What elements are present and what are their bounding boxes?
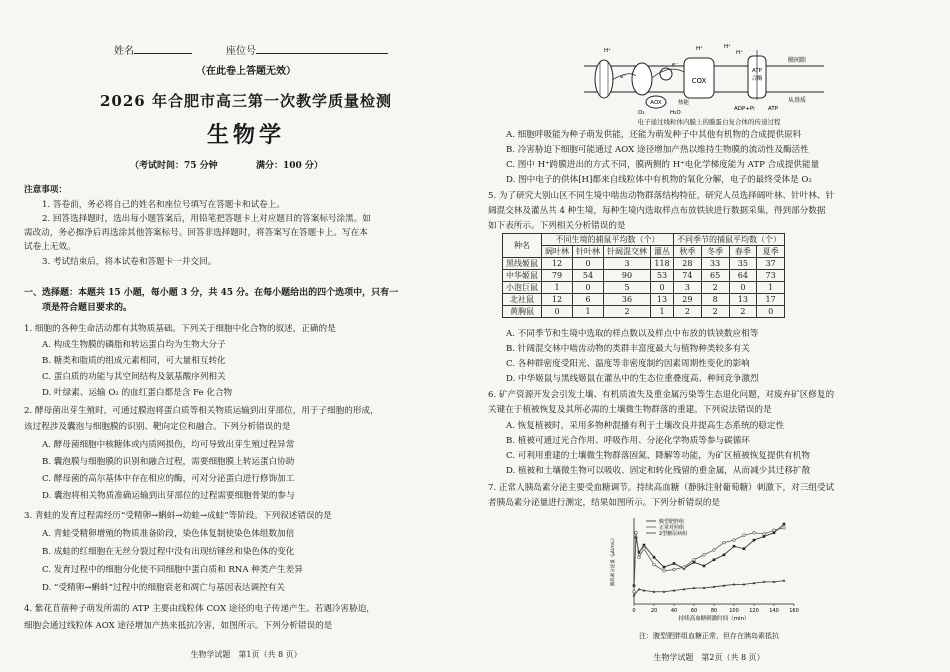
table-cell: 90 [604,270,651,282]
mito-diagram [584,40,834,118]
h-plus-label: H⁺ [604,48,612,54]
data-point [753,539,756,542]
question-7-stem: 者胰岛素分泌量进行测定，结果如图所示。下列分析错误的是 [488,498,721,508]
question-1-stem: 1. 细胞的各种生命活动都有其物质基础。下列关于细胞中化合物的叙述，正确的是 [24,324,336,334]
table-cell: 53 [651,270,674,282]
data-point [643,547,646,550]
question-5-stem: 如下表所示。下列相关分析错误的是 [488,221,626,231]
table-cell: 12 [542,258,573,270]
legend-label: 2型糖尿病组 [659,530,688,537]
x-tick-label: 140 [769,608,779,614]
rodent-table [502,233,785,318]
question-2-option: B. 囊泡膜与细胞膜的识别和融合过程，需要细胞膜上转运蛋白协助 [42,457,295,467]
table-cell: 79 [542,270,573,282]
table-cell: 37 [757,258,785,270]
table-cell: 0 [729,282,757,294]
atp-synthase-label-2: 合酶 [751,76,763,82]
atp-synthase-label: ATP [751,68,763,74]
exam-title: 2026 年合肥市高三第一次教学质量检测 [100,92,392,110]
question-6-option: A. 恢复植被时，采用多物种混播有利于土壤改良并提高生态系统的稳定性 [506,421,785,431]
table-cell: 1 [651,306,674,318]
exam-notice: （在此卷上答题无效） [196,66,296,77]
question-4-stem: 4. 紫花苜蓿种子萌发所需的 ATP 主要由线粒体 COX 途径的电子传递产生。若遇冷害胁迫， [24,604,375,614]
instruction-line: 1. 答卷前，务必将自己的姓名和座位号填写在答题卡和试卷上。 [42,200,285,210]
instruction-line: 试卷上无效。 [24,242,76,252]
x-tick-label: 100 [729,608,739,614]
series-line [634,581,784,596]
table-cell: 2 [729,306,757,318]
subject-title: 生物学 [206,122,285,148]
table-cell: 28 [674,258,702,270]
table-cell: 17 [757,294,785,306]
table-cell: 3 [674,282,702,294]
question-6-option: D. 植被和土壤微生物可以吸收、固定和转化残留的重金属，从而减少其迁移扩散 [506,466,811,476]
x-tick-label: 120 [749,608,759,614]
x-tick-label: 160 [789,608,799,614]
table-cell: 64 [729,270,757,282]
question-4-stem: 细胞会通过线粒体 AOX 途径增加产热来抵抗冷害，如图所示。下列分析错误的是 [24,621,333,631]
question-3-option: A. 青蛙受精卵增殖的物质准备阶段，染色体复制使染色体组数加倍 [42,529,295,539]
legend-label: 腹型肥胖组 [659,518,685,525]
question-5-option: B. 针阔混交林中啮齿动物的类群丰富度最大与植物种类较多有关 [506,344,750,354]
data-point [763,533,766,536]
table-cell: 1 [573,306,604,318]
section-heading: 项是符合题目要求的。 [42,303,133,313]
cox-label: COX [691,77,707,85]
table-cell: 36 [604,294,651,306]
table-cell: 73 [757,270,785,282]
data-point [713,549,716,552]
instructions-title: 注意事项： [24,185,67,195]
e-minus-label: e⁻ [620,74,627,80]
data-point [773,529,776,532]
page-footer: 生物学试题 第2页（共 8 页） [653,653,765,662]
data-point [653,556,656,559]
complex-i [595,60,613,98]
page-footer: 生物学试题 第1页（共 8 页） [190,650,302,659]
table-group-header: 不同季节的捕鼠平均数（个） [674,234,785,246]
table-cell: 118 [651,258,674,270]
question-3-option: D. “受精卵→蝌蚪”过程中的细胞衰老和凋亡与基因表达调控有关 [42,583,285,593]
table-cell: 0 [542,306,573,318]
question-6-option: C. 可利用重建的土壤微生物群落固氮、降解等功能，为矿区植被恢复提供有机物 [506,451,810,461]
question-4-option: B. 冷害胁迫下细胞可能通过 AOX 途径增加产热以维持生物膜的流动性及酶活性 [506,145,809,155]
atp-out-label: ATP [768,106,779,112]
table-row-name: 北社鼠 [503,294,542,306]
diagram-caption: 电子通过线粒体内膜上的膜蛋白复合体的传递过程 [637,118,781,126]
data-point [673,562,676,565]
h-plus-label: H⁺ [696,46,704,52]
question-2-option: D. 囊泡将相关物质准确运输到出芽部位的过程需要细胞骨架的参与 [42,491,295,501]
table-cell: 0 [757,306,785,318]
question-1-option: A. 构成生物膜的磷脂和转运蛋白均为生物大分子 [42,340,226,350]
data-point [638,588,641,591]
question-3-option: C. 发育过程中的细胞分化使不同细胞中蛋白质和 RNA 种类产生差异 [42,565,303,575]
question-3-option: B. 成蛙的红细胞在无丝分裂过程中没有出现纺锤丝和染色体的变化 [42,547,295,557]
question-5-stem: 阔混交林及灌丛共 4 种生境，每种生境内选取样点布放铁铗进行数据采集，得到部分数据 [488,206,826,216]
data-point [743,534,746,537]
aox-label: AOX [650,100,662,106]
table-group-header: 不同生境的捕鼠平均数（个） [542,234,674,246]
data-point [783,527,786,530]
table-cell: 35 [729,258,757,270]
question-2-stem: 该过程涉及囊泡与细胞膜的识别、靶向定位和融合。下列分析错误的是 [24,422,291,432]
question-4-option: D. 图中电子的供体[H]都来自线粒体中有机物的氧化分解，电子的最终受体是 O₂ [506,175,812,185]
question-2-option: C. 酵母菌的高尔基体中存在相应的酶，可对分泌蛋白进行修饰加工 [42,474,295,484]
instruction-line: 2. 回答选择题时，选出每小题答案后，用铅笔把答题卡上对应题目的答案标号涂黑。如 [42,214,371,224]
question-2-stem: 2. 酵母菌出芽生殖时，可通过膜泡将蛋白质等相关物质运输到出芽部位，用于子细胞的形成， [24,406,379,416]
x-tick-label: 60 [690,608,698,614]
data-point [663,566,666,569]
table-cell: 2 [674,306,702,318]
instruction-line: 需改动，务必擦净后再选涂其他答案标号。回答非选择题时，将答案写在答题卡上。写在本 [24,228,368,238]
table-cell: 6 [573,294,604,306]
table-cell: 33 [701,258,729,270]
data-point [703,554,706,557]
table-cell: 54 [573,270,604,282]
table-cell: 29 [674,294,702,306]
legend-label: 正常对照组 [659,524,685,531]
data-point [683,566,686,569]
data-point [723,554,726,557]
data-point [653,563,656,566]
table-corner: 种名 [503,234,542,258]
table-col-header: 夏季 [757,246,785,258]
x-tick-label: 80 [710,608,718,614]
question-1-option: C. 蛋白质的功能与其空间结构及氨基酸序列相关 [42,372,226,382]
data-point [743,547,746,550]
question-4-option: A. 细胞呼吸能为种子萌发供能，还能为萌发种子中其他有机物的合成提供原料 [506,130,802,140]
table-col-header: 针阔混交林 [604,246,651,258]
data-point [733,539,736,542]
question-1-option: D. 叶绿素、运输 O₂ 的血红蛋白都是含 Fe 化合物 [42,388,233,398]
question-4-option: C. 图中 H⁺跨膜进出的方式不同，膜两侧的 H⁺电化学梯度能为 ATP 合成提供能量 [506,160,820,170]
table-row-name: 黑线姬鼠 [503,258,542,270]
chart-note: 注：腹型肥胖组血糖正常，但存在胰岛素抵抗 [639,632,779,640]
table-col-header: 秋季 [674,246,702,258]
name-field: 姓名 座位号 [114,46,388,58]
exam-score: 满分：100 分） [256,161,323,171]
data-point [753,531,756,534]
data-point [693,558,696,561]
table-cell: 2 [701,282,729,294]
question-5-option: D. 中华姬鼠与黑线姬鼠在灌丛中的生态位重叠度高、种间竞争激烈 [506,374,759,384]
table-body [503,258,785,318]
table-cell: 13 [729,294,757,306]
e-minus-label: e⁻ [672,62,679,68]
data-point [723,541,726,544]
table-row [503,282,785,294]
table-cell: 1 [757,282,785,294]
question-3-stem: 3. 青蛙的发育过程需经历“受精卵→蝌蚪→幼蛙→成蛙”等阶段。下列叙述错误的是 [24,511,332,521]
data-point [663,570,666,573]
intermembrane-label: 膜间隙 [788,57,807,64]
data-point [643,544,646,547]
table-row [503,294,785,306]
data-point [638,556,641,559]
table-row [503,306,785,318]
x-tick-label: 40 [670,608,678,614]
instruction-line: 3. 考试结束后，将本试卷和答题卡一并交回。 [42,257,217,267]
table-cell: 8 [701,294,729,306]
question-2-option: A. 酵母菌细胞中核糖体或内质网损伤，均可导致出芽生殖过程异常 [42,440,295,450]
table-cell: 1 [542,282,573,294]
question-6-stem: 6. 矿产资源开发会引发土壤、有机质流失及重金属污染等生态退化问题，对废弃矿区修复的 [488,390,835,400]
exam-time: （考试时间：75 分钟 [130,161,218,171]
table-row [503,258,785,270]
matrix-label: 从基质 [788,97,807,104]
x-tick-label: 20 [650,608,658,614]
complex-ii [632,63,652,95]
table-row-name: 小泡巨鼠 [503,282,542,294]
adp-label: ADP+Pi [734,106,755,112]
table-cell: 0 [573,282,604,294]
question-5-stem: 5. 为了研究大别山区不同生境中啮齿动物群落结构特征，研究人员选择阔叶林、针叶林、针 [488,191,835,201]
table-cell: 2 [604,306,651,318]
data-point [635,531,638,534]
x-tick-label: 0 [632,608,636,614]
data-point [673,568,676,571]
table-col-header: 灌丛 [651,246,674,258]
table-cell: 0 [573,258,604,270]
table-col-header: 阔叶林 [542,246,573,258]
section-heading: 一、选择题：本题共 15 小题，每小题 3 分，共 45 分。在每小题给出的四个选项中，只有一 [24,288,399,298]
data-point [633,590,636,593]
insulin-chart [604,510,804,628]
table-cell: 13 [651,294,674,306]
table-col-header: 冬季 [701,246,729,258]
table-cell: 12 [542,294,573,306]
table-cell: 65 [701,270,729,282]
heat-label: 热能 [678,100,690,106]
data-point [733,545,736,548]
h-plus-label: H⁺ [724,44,732,50]
table-cell: 3 [604,258,651,270]
data-point [703,565,706,568]
table-col-header: 针叶林 [573,246,604,258]
left-column [20,0,472,672]
table-cell: 5 [604,282,651,294]
question-6-option: B. 植被可通过光合作用、呼吸作用、分泌化学物质等参与碳循环 [506,436,750,446]
data-point [713,558,716,561]
data-point [783,523,786,526]
table-row-name: 中华姬鼠 [503,270,542,282]
table-cell: 0 [651,282,674,294]
question-7-stem: 7. 正常人胰岛素分泌主要受血糖调节。持续高血糖（静脉注射葡萄糖）刺激下，对三组受试 [488,483,835,493]
table-row [503,270,785,282]
question-5-option: C. 各种群密度受阳光、温度等非密度制约因素周期性变化的影响 [506,359,750,369]
table-col-header: 春季 [729,246,757,258]
h-plus-label: H⁺ [736,50,744,56]
right-column [484,0,934,672]
table-cell: 2 [701,306,729,318]
question-5-option: A. 不同季节和生境中选取的样点数以及样点中布放的铁铗数应相等 [506,329,759,339]
x-axis-label: 持续高血糖刺激时间（min） [678,616,750,622]
y-axis-label: 胰岛素分泌量（μU/mL） [611,535,616,587]
table-cell: 74 [674,270,702,282]
h2o-label: H₂O [670,110,681,116]
table-row-name: 黄胸鼠 [503,306,542,318]
question-1-option: B. 糖类和脂质的组成元素相同，可大量相互转化 [42,356,226,366]
question-6-stem: 关键在于植被恢复及其所必需的土壤微生物群落的重建。下列说法错误的是 [488,405,772,415]
o2-label: O₂ [638,110,645,116]
